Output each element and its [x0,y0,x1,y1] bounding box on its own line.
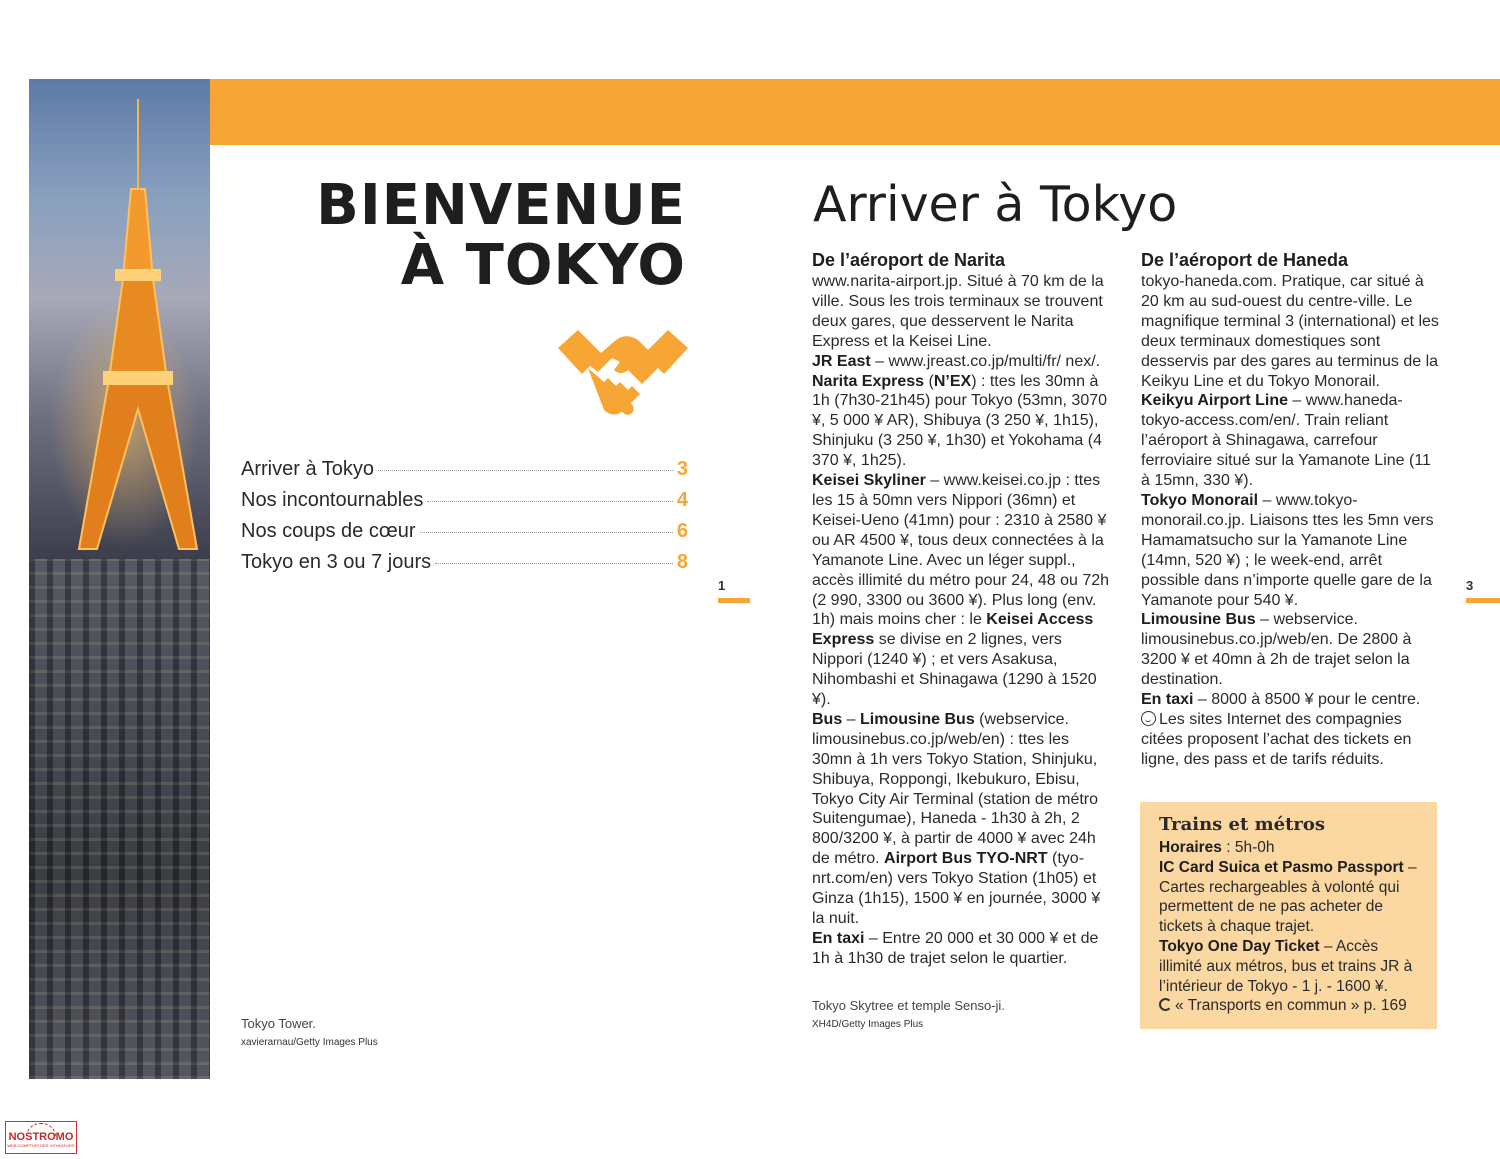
keikyu-label: Keikyu Airport Line [1141,392,1288,410]
welcome-title-line2: À TOKYO [400,233,686,298]
toc-item-page: 6 [676,520,688,542]
toc-leader [420,532,673,533]
narita-column [812,249,1112,969]
narita-heading: De l’aéroport de Narita [812,250,1006,270]
haneda-taxi-paragraph: En taxi – 8000 à 8500 ¥ pour le centre. [1141,691,1421,709]
narita-intro: www.narita-airport.jp. Situé à 70 km de la ville. Sous les trois terminaux se trouvent deux gares, que desservent le Narita Express et la Keisei Line. [812,273,1104,350]
monorail-label: Tokyo Monorail [1141,491,1259,509]
left-page-number: 1 [718,578,726,593]
haneda-taxi-label: En taxi [1141,691,1194,709]
welcome-title [316,173,686,298]
bus-paragraph: Bus – Limousine Bus (webservice. limousinebus.co.jp/web/en) : ttes les 30mn à 1h vers Tokyo Station, Shinjuku, Shibuya, Roppongi, Ikebukuro, Ebisu, Tokyo City Air Terminal (station de métro Suitengumae), Haneda - 1h30 à 2h, 2 800/3200 ¥, à partir de 4000 ¥ avec 24h de métro. Airport Bus TYO-NRT (tyo-nrt.com/en) vers Tokyo Station (1h05) et Ginza (1h15), 1500 ¥ en journée, 3000 ¥ la nuit. [812,710,1101,927]
toc-item-page: 8 [676,551,688,573]
narita-taxi-label: En taxi [812,929,865,947]
box-hours: Horaires : 5h-0h [1159,839,1275,856]
welcome-title-line1: BIENVENUE [316,173,686,238]
box-one-day-ticket: Tokyo One Day Ticket – Accès illimité aux métros, bus et trains JR à l’intérieur de Tokyo - 1 j. - 1600 ¥. [1159,937,1413,995]
tip-paragraph: Les sites Internet des compagnies citées proposent l’achat des tickets en ligne, des pass et de tarifs réduits. [1141,710,1412,768]
haneda-limousine-label: Limousine Bus [1141,611,1256,629]
smiley-tip-icon [1141,711,1156,726]
limousine-bus-label: Limousine Bus [860,710,975,728]
toc-leader [427,501,673,502]
toc-item-label: Nos coups de cœur [241,520,416,542]
photo-credit: xavierarnau/Getty Images Plus [241,1037,378,1048]
airport-bus-label: Airport Bus TYO-NRT [884,850,1048,868]
jr-east-paragraph: JR East – www.jreast.co.jp/multi/fr/ nex/. Narita Express (N’EX) : ttes les 30mn à 1h (7h30-21h45) pour Tokyo (53mn, 3070 ¥, 5 000 ¥ AR), Shibuya (3 250 ¥, 1h15), Shinjuku (3 250 ¥, 1h30) et Yokohama (4 370 ¥, 1h25). [812,352,1108,470]
haneda-limousine-paragraph: Limousine Bus – webservice. limousinebus.co.jp/web/en. De 2800 à 3200 ¥ et 40mn à 2h de trajet selon la destination. [1141,611,1412,689]
bus-label: Bus [812,710,843,728]
haneda-intro: tokyo-haneda.com. Pratique, car situé à 20 km au sud-ouest du centre-ville. Le magnifique terminal 3 (international) et les deux terminaux domestiques sont desservis par des gares au terminus de la Keikyu Line et du Tokyo Monorail. [1141,273,1439,390]
left-page-marker [718,598,750,603]
handshake-icon [558,324,688,428]
toc-item-label: Tokyo en 3 ou 7 jours [241,551,432,573]
toc-item[interactable] [241,551,688,582]
skyliner-label: Keisei Skyliner [812,472,926,490]
section-title: Arriver à Tokyo [813,176,1178,233]
right-page-number: 3 [1466,578,1474,593]
skytree-caption: Tokyo Skytree et temple Senso-ji. [812,998,1005,1013]
box-reference[interactable]: « Transports en commun » p. 169 [1159,996,1419,1016]
toc-item-label: Arriver à Tokyo [241,458,375,480]
header-banner [210,79,1500,145]
toc-item-page: 4 [676,489,688,511]
see-also-icon [1159,998,1172,1011]
toc-item-page: 3 [676,458,688,480]
table-of-contents [241,458,688,582]
narita-taxi-paragraph: En taxi – Entre 20 000 et 30 000 ¥ et de 1h à 1h30 de trajet selon le quartier. [812,929,1099,967]
toc-item[interactable] [241,489,688,520]
nostromo-logo: NOSTROMO WEB COMPTOIR DES VOYAGEURS [5,1121,77,1154]
toc-item[interactable] [241,520,688,551]
tokyo-tower-photo [29,79,210,1079]
access-express-label: Keisei Access Express [812,611,1094,649]
monorail-paragraph: Tokyo Monorail – www.tokyo-monorail.co.jp. Liaisons ttes les 5mn vers Hamamatsucho sur la Yamanote Line (14mn, 520 ¥) ; le week-end, arrêt possible dans n’importe quelle gare de la Yamanote pour 540 ¥. [1141,491,1434,609]
skytree-credit: XH4D/Getty Images Plus [812,1019,924,1030]
toc-leader [435,563,673,564]
box-ic-card: IC Card Suica et Pasmo Passport – Cartes rechargeables à volonté qui permettent de ne pas acheter de tickets à chaque trajet. [1159,858,1417,936]
skyliner-paragraph: Keisei Skyliner – www.keisei.co.jp : ttes les 15 à 50mn vers Nippori (36mn) et Keisei-Ueno (41mn) pour : 2310 à 2580 ¥ ou AR 4500 ¥, tous deux connectées à la Yamanote Line. Avec un léger suppl., accès illimité du métro pour 24, 48 ou 72h (2 990, 3300 ou 3600 ¥). Plus long (env. 1h) mais moins cher : le Keisei Access Express se divise en 2 lignes, vers Nippori (1240 ¥) ; et vers Asakusa, Nihombashi et Shinagawa (1290 à 1520 ¥). [812,472,1110,709]
trains-metro-box [1140,802,1437,1029]
toc-leader [378,470,673,471]
photo-caption: Tokyo Tower. [241,1016,316,1031]
toc-item-label: Nos incontournables [241,489,424,511]
right-page-marker [1466,598,1500,603]
box-title: Trains et métros [1159,814,1326,835]
keikyu-paragraph: Keikyu Airport Line – www.haneda-tokyo-access.com/en/. Train reliant l’aéroport à Shinagawa, carrefour ferroviaire situé sur la Yamanote Line (11 à 15mn, 330 ¥). [1141,392,1431,490]
toc-item[interactable] [241,458,688,489]
nex-code: N’EX [933,372,972,390]
haneda-column [1141,249,1441,770]
narita-express-label: Narita Express [812,372,925,390]
haneda-heading: De l’aéroport de Haneda [1141,250,1349,270]
jr-east-label: JR East [812,352,871,370]
